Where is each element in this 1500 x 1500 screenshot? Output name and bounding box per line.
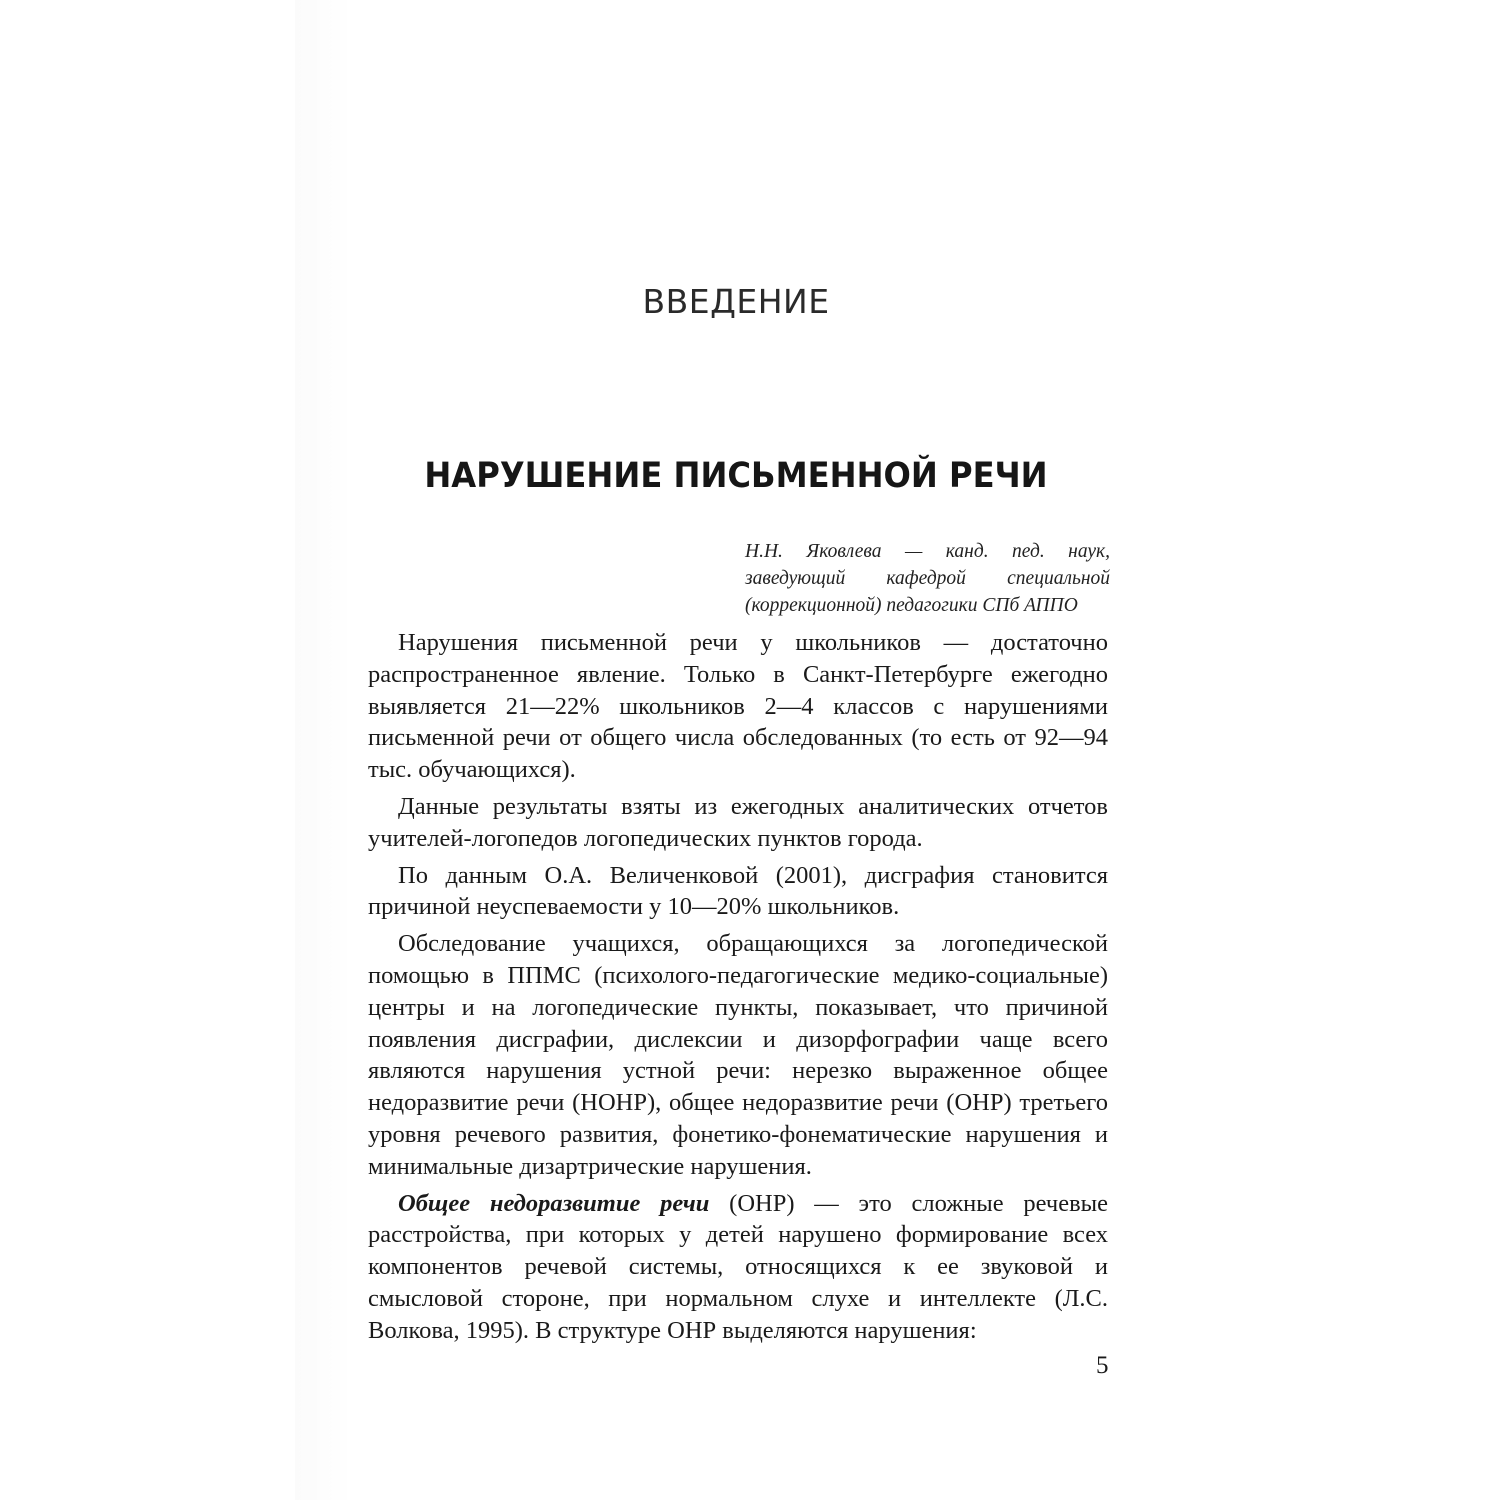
paragraph-2: Данные результаты взяты из ежегодных аналитических отчетов учителей-логопедов логопедических пунктов города.	[368, 792, 1108, 852]
paragraph-3: По данным О.А. Величенковой (2001), дисграфия становится причиной неуспеваемости у 10—20% школьников.	[368, 861, 1108, 921]
term-onr: Общее недоразвитие речи	[398, 1189, 710, 1217]
paragraph-5-text: (ОНР) — это сложные речевые расстройства, при которых у детей нарушено формирование всех компонентов речевой системы, относящихся к ее звуковой и смысловой стороне, при нормальном слухе и интеллекте (Л.С. Волкова, 1995). В структуре ОНР выделяются нарушения:	[368, 1189, 1108, 1344]
body-text	[368, 627, 1108, 1347]
article-title: НАРУШЕНИЕ ПИСЬМЕННОЙ РЕЧИ	[424, 456, 1048, 496]
paragraph-5	[368, 1188, 1108, 1347]
paragraph-4: Обследование учащихся, обращающихся за логопедической помощью в ППМС (психолого-педагогические медико-социальные) центры и на логопедические пункты, показывает, что причиной появления дисграфии, дислексии и дизорфографии чаще всего являются нарушения устной речи: нерезко выраженное общее недоразвитие речи (НОНР), общее недоразвитие речи (ОНР) третьего уровня речевого развития, фонетико-фонематические нарушения и минимальные дизартрические нарушения.	[368, 930, 1108, 1180]
section-title: ВВЕДЕНИЕ	[642, 282, 830, 321]
author-note: Н.Н. Яковлева — канд. пед. наук, заведующий кафедрой специальной (коррекционной) педагогики СПб АППО	[745, 541, 1110, 616]
page-number: 5	[1096, 1352, 1109, 1379]
paragraph-1: Нарушения письменной речи у школьников — достаточно распространенное явление. Только в Санкт-Петербурге ежегодно выявляется 21—22% школьников 2—4 классов с нарушениями письменной речи от общего числа обследованных (то есть от 92—94 тыс. обучающихся).	[368, 629, 1108, 784]
scan-shadow	[295, 0, 355, 1500]
